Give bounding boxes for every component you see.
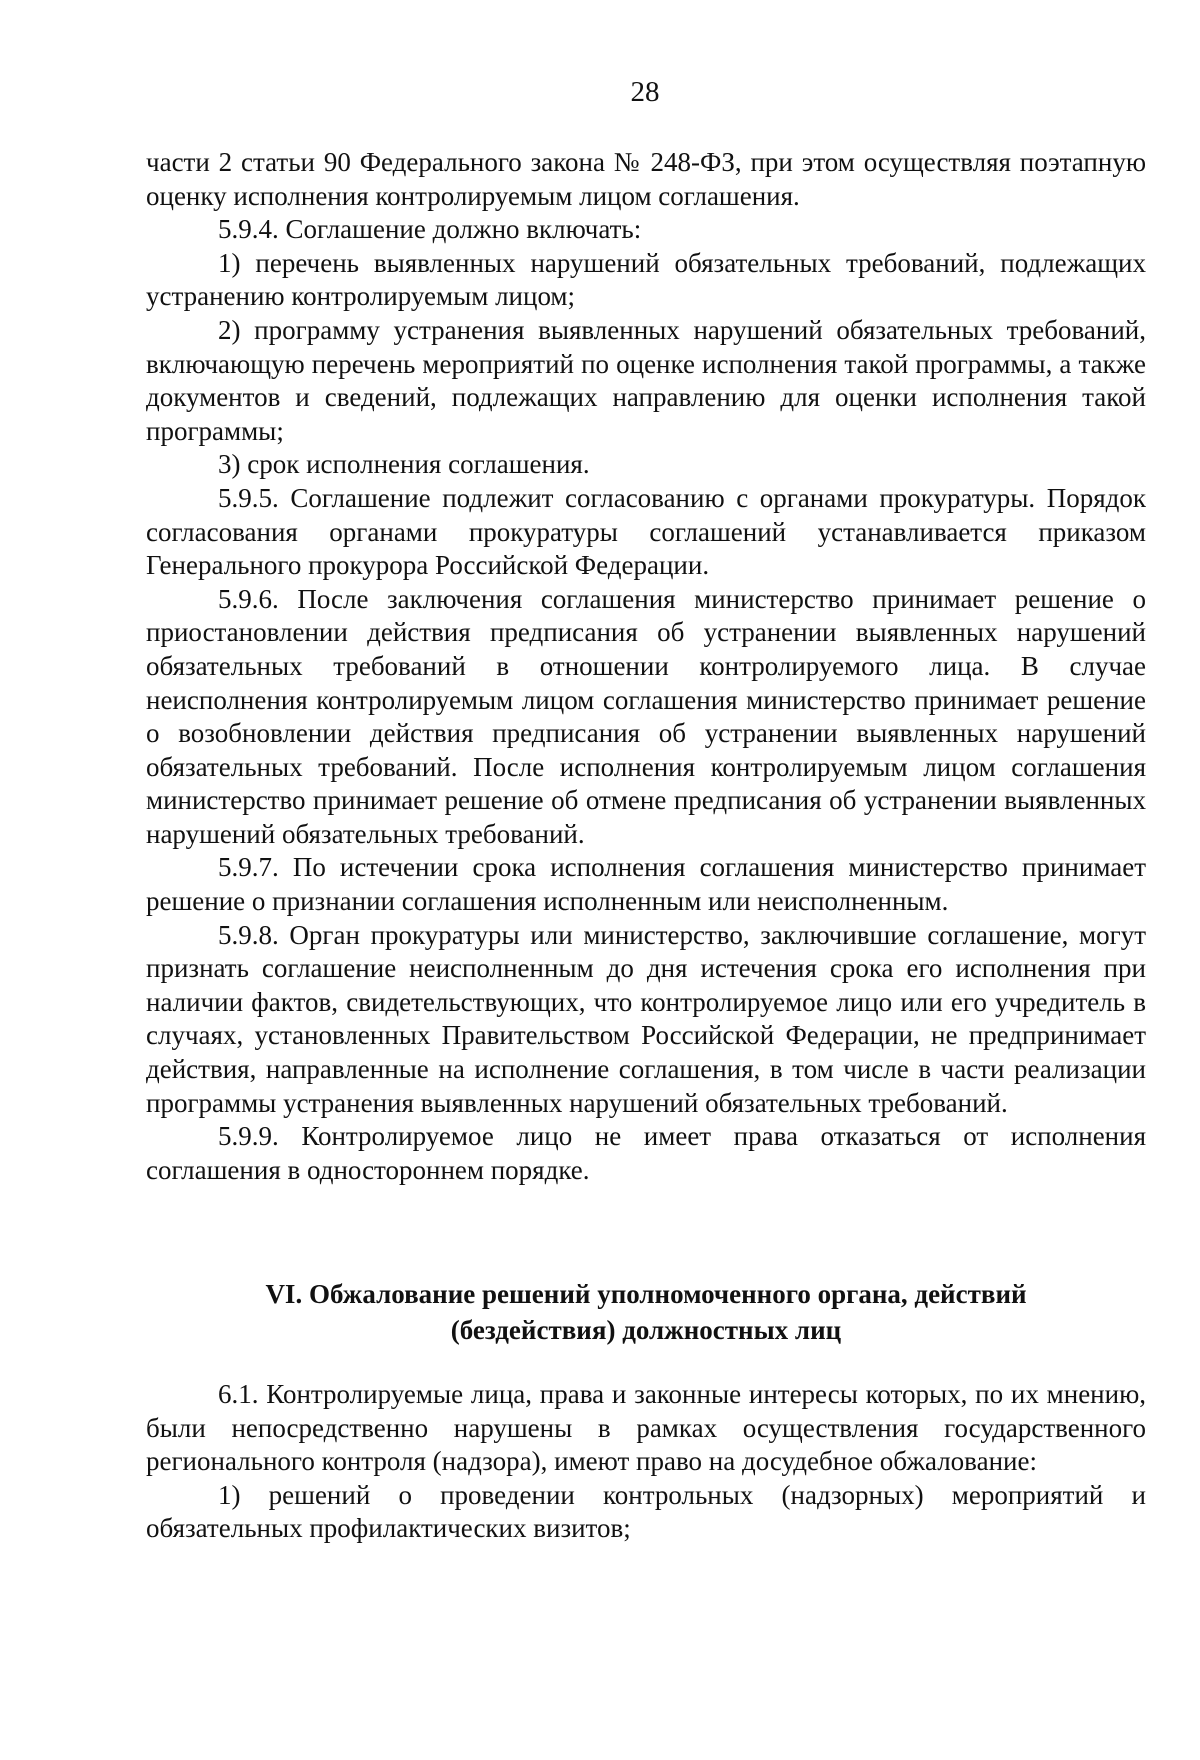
paragraph-5-9-5: 5.9.5. Соглашение подлежит согласованию с органами прокуратуры. Порядок согласования органами прокуратуры соглашений устанавливается приказом Генерального прокурора Российской Федерации. bbox=[146, 482, 1146, 581]
paragraph-list-item-3: 3) срок исполнения соглашения. bbox=[218, 449, 590, 480]
paragraph-list-item-2: 2) программу устранения выявленных нарушений обязательных требований, включающую перечень мероприятий по оценке исполнения такой программы, а также документов и сведений, подлежащих направлению для оценки исполнения такой программы; bbox=[146, 314, 1146, 446]
paragraph-6-1-item-1: 1) решений о проведении контрольных (надзорных) мероприятий и обязательных профилактических визитов; bbox=[146, 1479, 1146, 1544]
paragraph-5-9-6: 5.9.6. После заключения соглашения министерство принимает решение о приостановлении действия предписания об устранении выявленных нарушений обязательных требований в отношении контролируемого лица. В случае неисполнения контролируемым лицом соглашения министерство принимает решение о возобновлении действия предписания об устранении выявленных нарушений обязательных требований. После исполнения контролируемым лицом соглашения министерство принимает решение об отмене предписания об устранении выявленных нарушений обязательных требований. bbox=[146, 583, 1146, 849]
section-heading-line-2: (бездействия) должностных лиц bbox=[450, 1315, 842, 1345]
body-text-top bbox=[146, 146, 1146, 1187]
page-number: 28 bbox=[630, 76, 660, 108]
section-heading-line-1: VI. Обжалование решений уполномоченного органа, действий bbox=[265, 1279, 1027, 1309]
section-heading bbox=[146, 1276, 1146, 1348]
paragraph-5-9-7: 5.9.7. По истечении срока исполнения соглашения министерство принимает решение о признании соглашения исполненным или неисполненным. bbox=[146, 852, 1146, 917]
paragraph-list-item-1: 1) перечень выявленных нарушений обязательных требований, подлежащих устранению контролируемым лицом; bbox=[146, 247, 1146, 312]
paragraph-5-9-8: 5.9.8. Орган прокуратуры или министерство, заключившие соглашение, могут признать соглашение неисполненным до дня истечения срока его исполнения при наличии фактов, свидетельствующих, что контролируемое лицо или его учредитель в случаях, установленных Правительством Российской Федерации, не предпринимает действия, направленные на исполнение соглашения, в том числе в части реализации программы устранения выявленных нарушений обязательных требований. bbox=[146, 919, 1146, 1118]
paragraph-6-1: 6.1. Контролируемые лица, права и законные интересы которых, по их мнению, были непосредственно нарушены в рамках осуществления государственного регионального контроля (надзора), имеют право на досудебное обжалование: bbox=[146, 1379, 1146, 1477]
body-text-bottom bbox=[146, 1378, 1146, 1546]
paragraph-continuation: части 2 статьи 90 Федерального закона № 248-ФЗ, при этом осуществляя поэтапную оценку исполнения контролируемым лицом соглашения. bbox=[146, 147, 1146, 211]
paragraph-5-9-9: 5.9.9. Контролируемое лицо не имеет права отказаться от исполнения соглашения в одностороннем порядке. bbox=[146, 1121, 1146, 1185]
paragraph-5-9-4: 5.9.4. Соглашение должно включать: bbox=[218, 214, 642, 245]
